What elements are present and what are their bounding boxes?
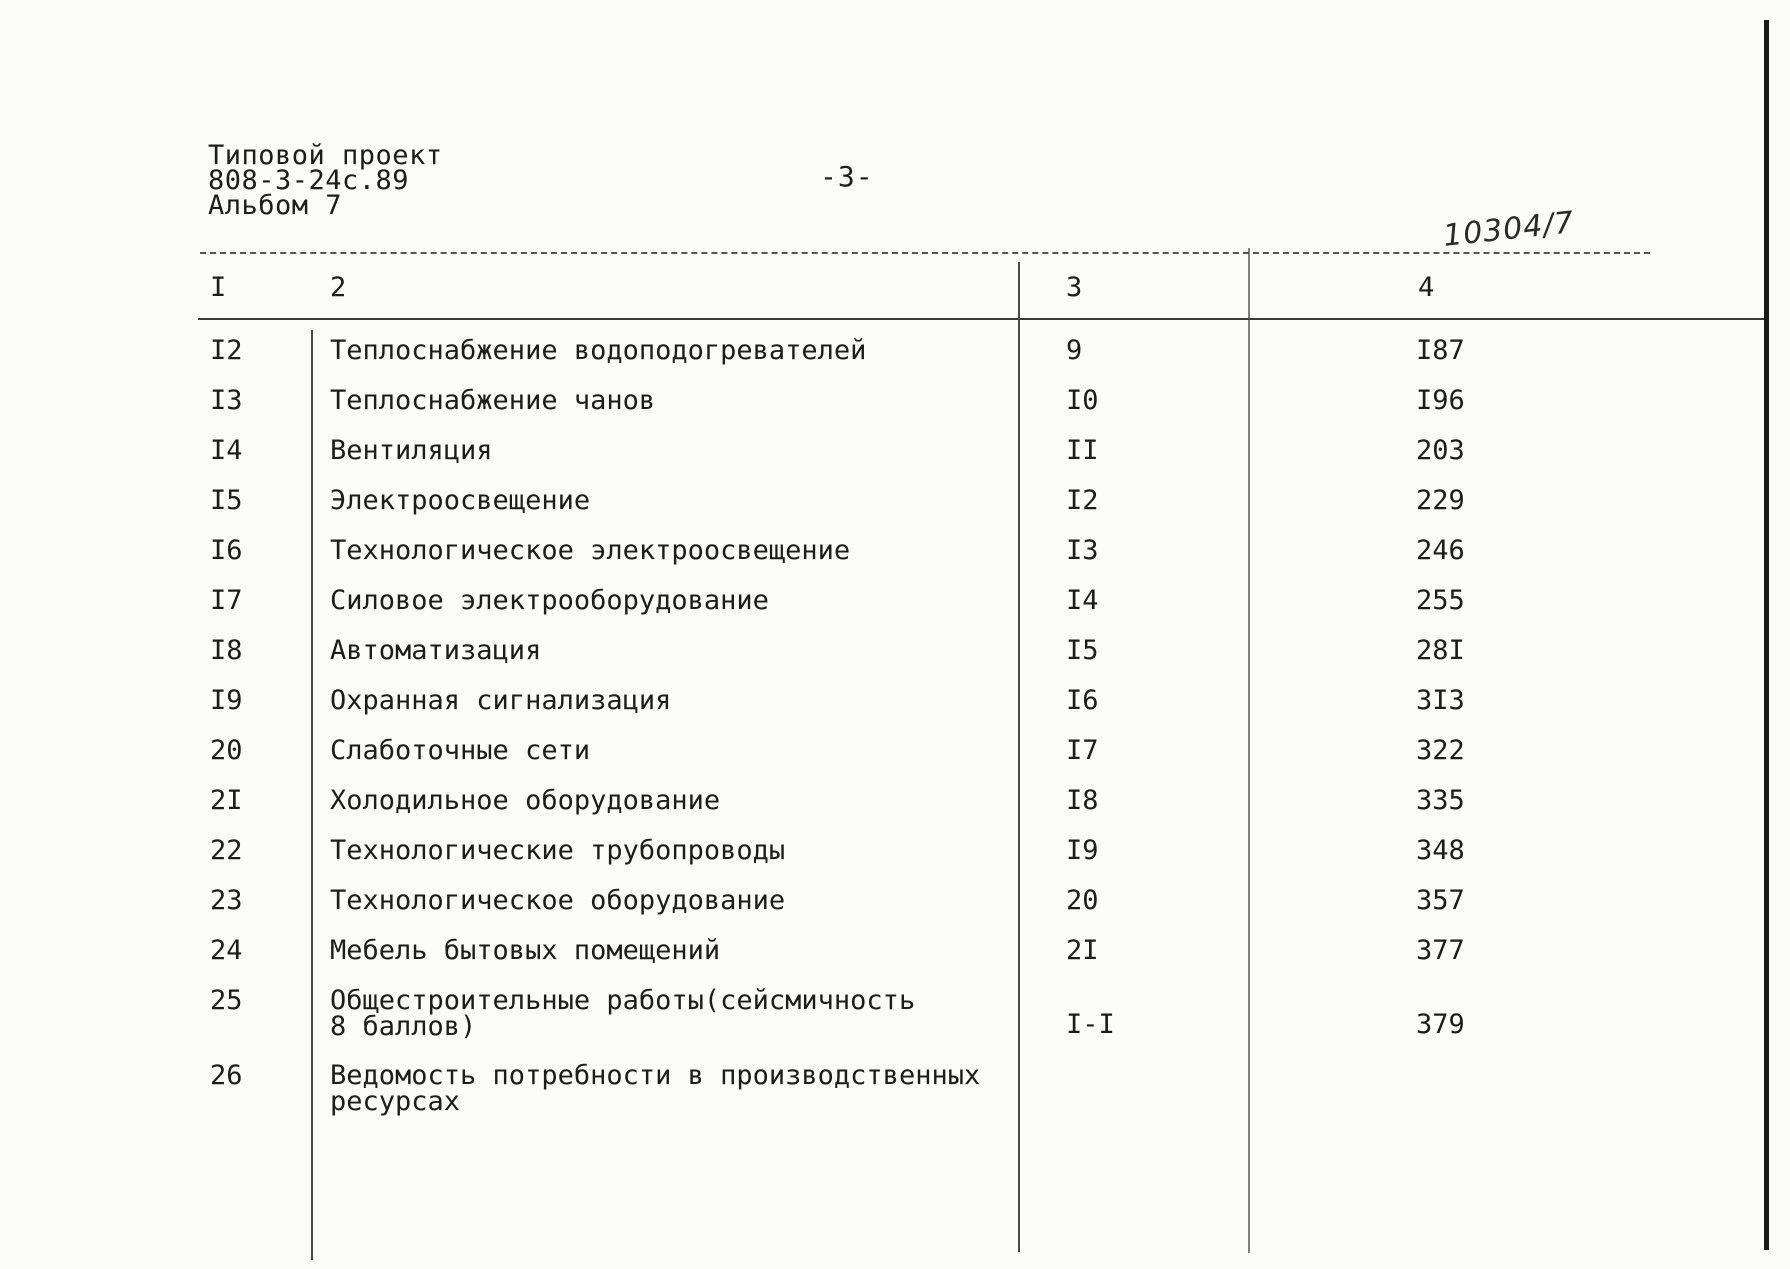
handwritten-inventory-number: 10304/7 [1441,205,1577,254]
column-divider-1 [311,330,313,1260]
header-bottom-rule [198,318,1768,320]
row-number: I8 [210,635,243,666]
row-sheet: I8 [1066,785,1099,816]
row-number: 23 [210,885,243,916]
row-sheet: I4 [1066,585,1099,616]
row-page: 28I [1416,635,1465,666]
row-title: Теплоснабжение водоподогревателей [330,335,867,366]
project-type-label: Типовой проект [208,140,443,171]
row-number: 22 [210,835,243,866]
column-header-4: 4 [1418,272,1435,303]
row-number: I9 [210,685,243,716]
column-header-2: 2 [330,272,347,303]
row-page: 203 [1416,435,1465,466]
row-title-line: 8 баллов) [330,1011,477,1042]
row-number: 20 [210,735,243,766]
row-page: 3I3 [1416,685,1465,716]
row-page: 377 [1416,935,1465,966]
row-sheet: I7 [1066,735,1099,766]
document-header [208,140,443,221]
row-page: 255 [1416,585,1465,616]
row-number: 24 [210,935,243,966]
row-sheet: 9 [1066,335,1083,366]
row-title: Слаботочные сети [330,735,591,766]
row-title: Холодильное оборудование [330,785,721,816]
row-title: Технологическое оборудование [330,885,786,916]
row-number: I2 [210,335,243,366]
project-code: 808-3-24с.89 [208,165,410,196]
row-title: Мебель бытовых помещений [330,935,721,966]
page-right-border [1764,20,1769,1250]
row-page: 348 [1416,835,1465,866]
row-sheet: II [1066,435,1099,466]
row-number: 25 [210,985,243,1016]
row-number: 2I [210,785,243,816]
row-sheet: I0 [1066,385,1099,416]
row-sheet: 2I [1066,935,1099,966]
row-number: 26 [210,1060,243,1091]
row-title: Вентиляция [330,435,493,466]
row-page: 379 [1416,1009,1465,1040]
row-sheet: I9 [1066,835,1099,866]
row-sheet: I-I [1066,1009,1115,1040]
row-number: I6 [210,535,243,566]
column-divider-3 [1248,248,1250,1253]
column-header-1: I [210,272,227,303]
row-number: I3 [210,385,243,416]
row-title-line: Ведомость потребности в производственных [330,1060,981,1091]
row-sheet: I6 [1066,685,1099,716]
row-title: Электроосвещение [330,485,591,516]
album-label: Альбом 7 [208,190,343,221]
row-title: Теплоснабжение чанов [330,385,656,416]
row-title [330,985,916,1042]
row-page: I96 [1416,385,1465,416]
row-title: Технологические трубопроводы [330,835,786,866]
row-sheet: I3 [1066,535,1099,566]
row-title: Автоматизация [330,635,542,666]
row-sheet: 20 [1066,885,1099,916]
row-number: I7 [210,585,243,616]
row-page: 357 [1416,885,1465,916]
row-title: Технологическое электроосвещение [330,535,851,566]
row-sheet: I5 [1066,635,1099,666]
row-page: 322 [1416,735,1465,766]
row-page: 335 [1416,785,1465,816]
row-sheet: I2 [1066,485,1099,516]
row-page: 246 [1416,535,1465,566]
row-title-line: ресурсах [330,1086,461,1117]
row-title-line: Общестроительные работы(сейсмичность [330,985,916,1016]
row-title: Охранная сигнализация [330,685,672,716]
row-page: 229 [1416,485,1465,516]
row-title: Силовое электрооборудование [330,585,769,616]
page-number: -3- [820,160,874,193]
row-title [330,1060,981,1117]
row-page: I87 [1416,335,1465,366]
table-top-rule [200,252,1650,254]
column-header-3: 3 [1066,272,1083,303]
column-divider-2 [1018,262,1020,1252]
row-number: I4 [210,435,243,466]
row-number: I5 [210,485,243,516]
